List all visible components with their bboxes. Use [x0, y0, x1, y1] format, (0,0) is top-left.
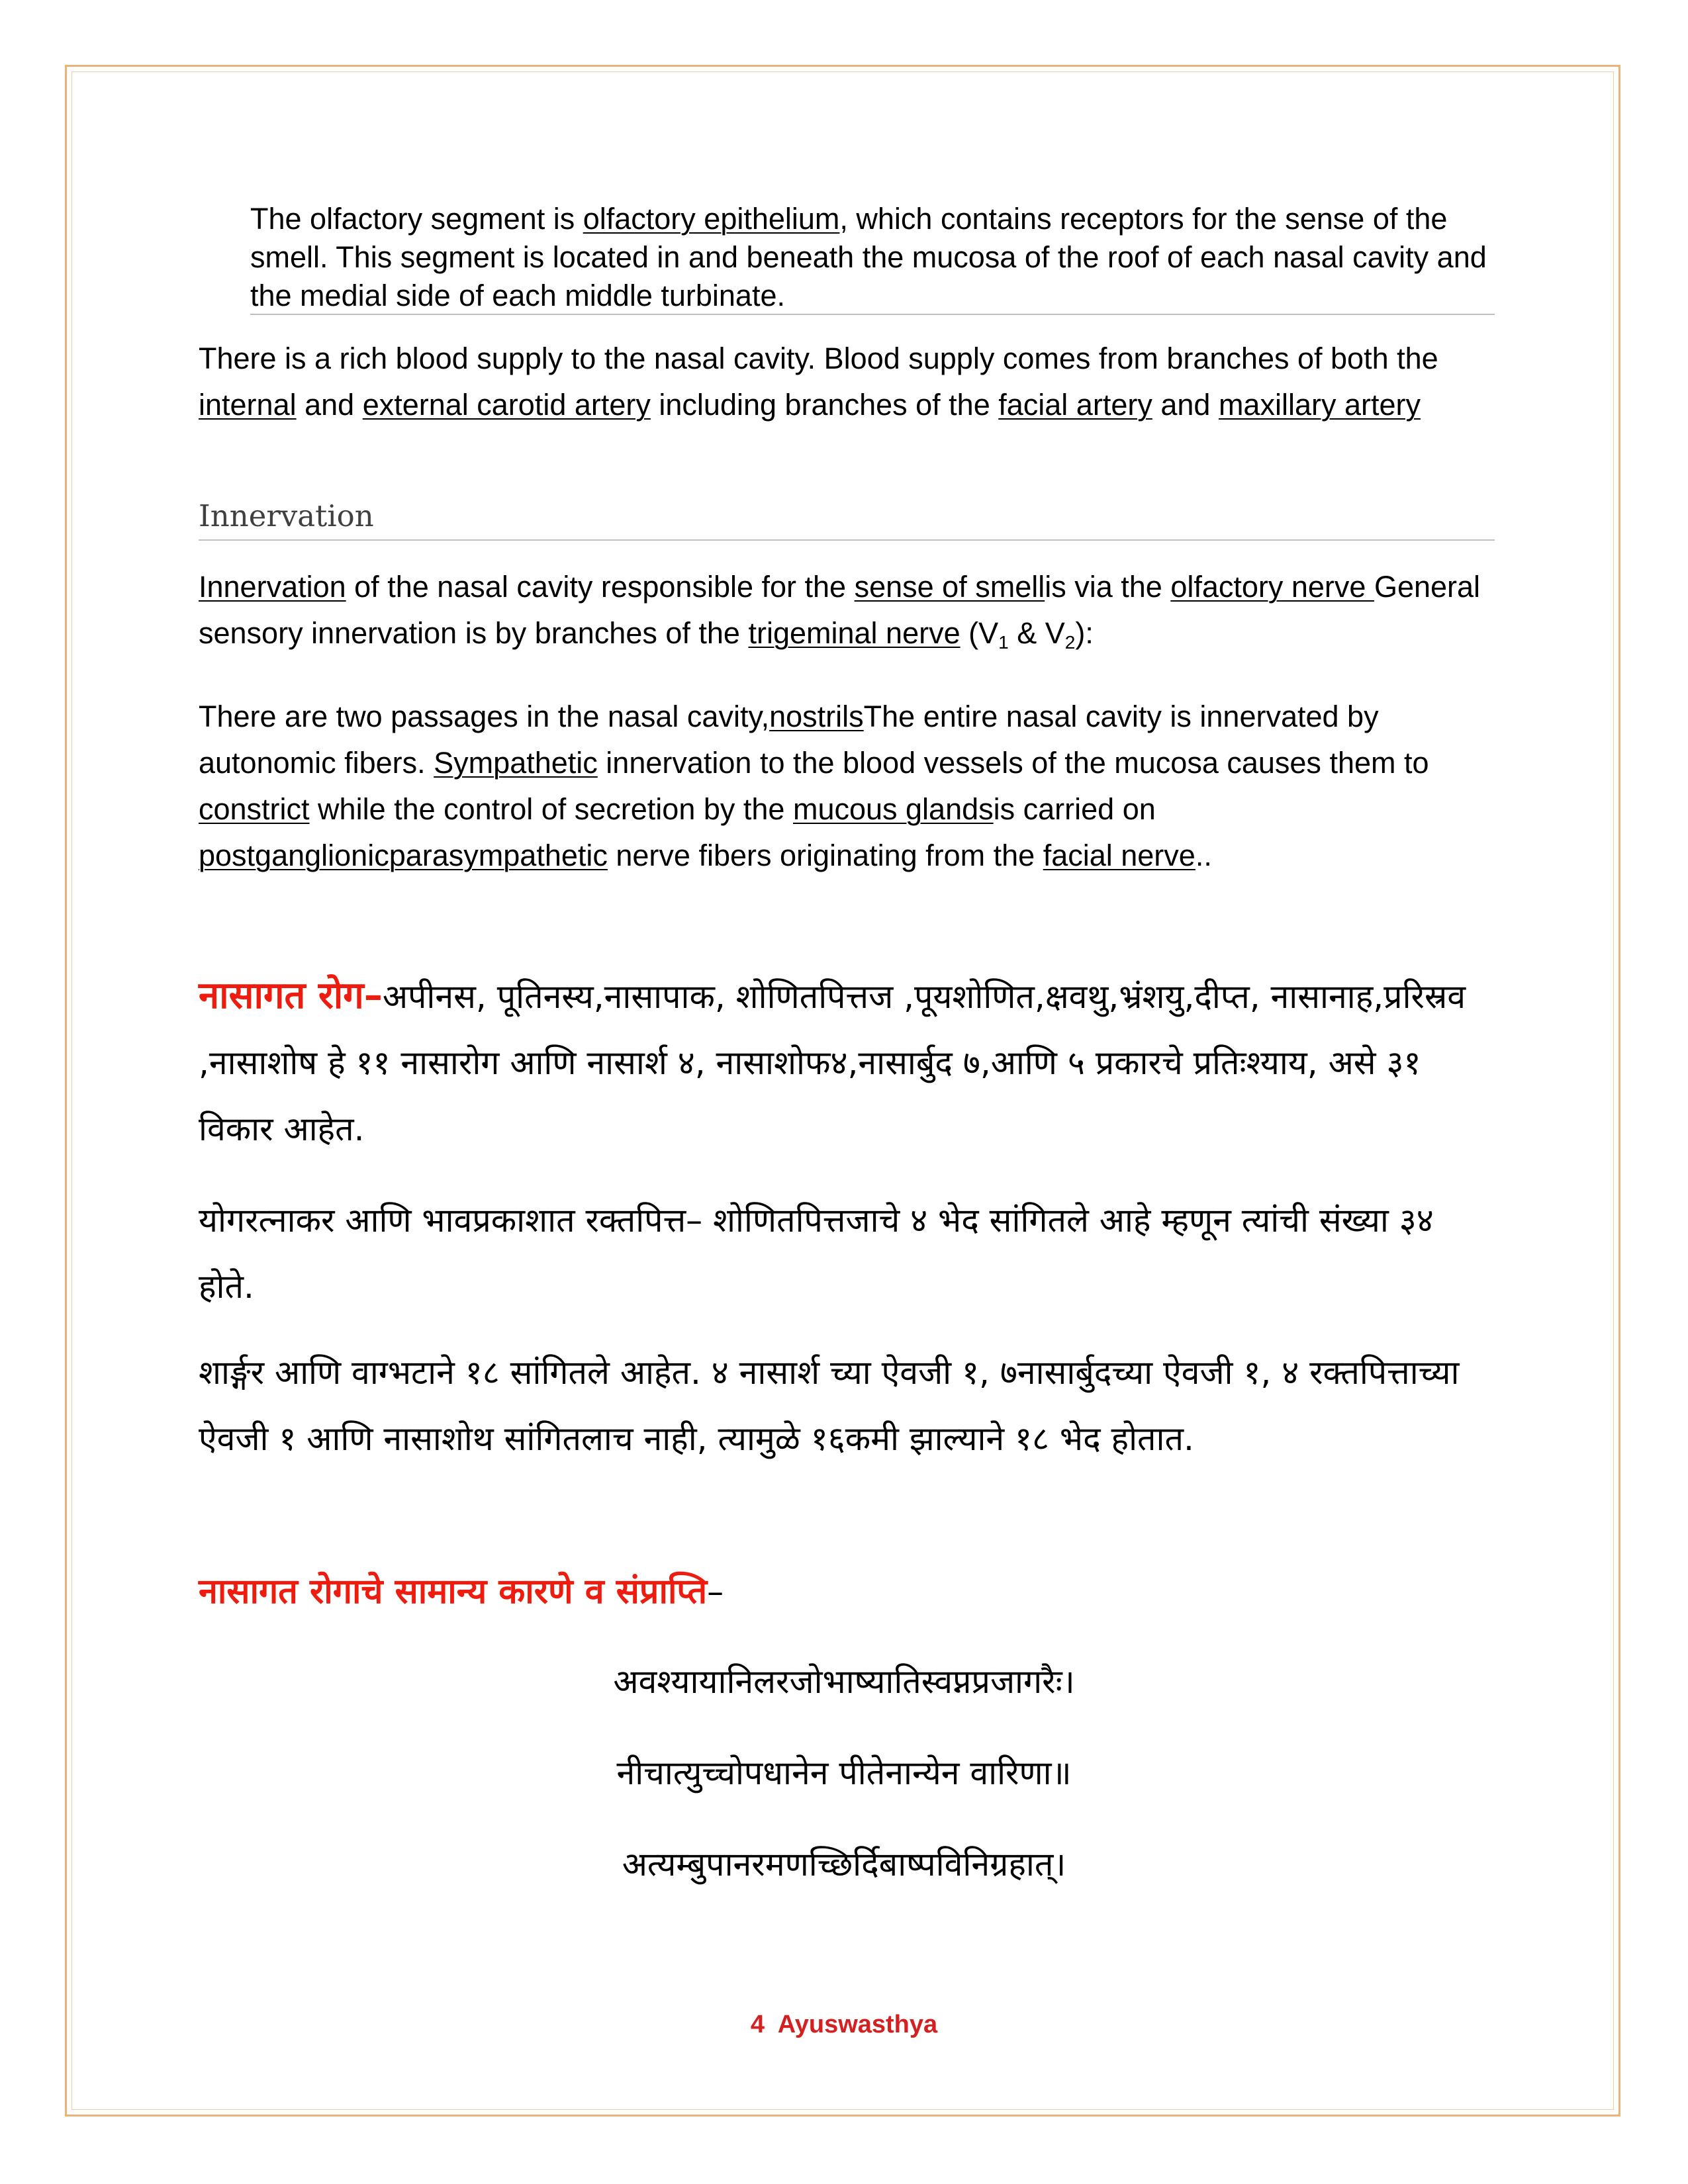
text: There are two passages in the nasal cavity, [199, 700, 770, 733]
text: is carried on [993, 792, 1156, 826]
verse-line-3: अत्यम्बुपानरमणच्छिर्दिबाष्पविनिग्रहात्। [622, 1845, 1066, 1884]
link-innervation[interactable]: Innervation [199, 570, 346, 604]
text: nerve fibers originating from the [607, 839, 1043, 872]
link-facial-nerve[interactable]: facial nerve [1043, 839, 1196, 872]
link-olfactory-nerve[interactable]: olfactory nerve [1170, 570, 1374, 604]
text: while the control of secretion by the [309, 792, 793, 826]
text: General sensory innervation is by branches of the [199, 570, 1481, 650]
marathi-disease-list [199, 963, 1496, 1162]
text: including branches of the [650, 388, 999, 422]
passages-paragraph [199, 694, 1496, 879]
blood-supply-paragraph [199, 336, 1496, 428]
divider [199, 539, 1495, 541]
verse-line-1: अवश्यायानिलरजोभाष्यातिस्वप्नप्रजागरैः। [613, 1662, 1075, 1701]
text: and [296, 388, 363, 422]
link-mucous-glands[interactable]: mucous glands [792, 792, 994, 826]
marathi-paragraph-yogaratnakar: योगरत्नाकर आणि भावप्रकाशात रक्तपित्त– शोणितपित्तजाचे ४ भेद सांगितले आहे म्हणून त्यांची संख्या ३४ होते. [199, 1201, 1434, 1306]
text: and [1152, 388, 1219, 422]
text: .. [1195, 839, 1212, 872]
olfactory-paragraph [250, 200, 1495, 315]
verse-line-2: नीचात्युच्चोपधानेन पीतेनान्येन वारिणा॥ [616, 1754, 1072, 1792]
link-internal[interactable]: internal [199, 388, 297, 422]
text: & V [1008, 616, 1065, 650]
text: , which contains receptors for the sense of the smell. This segment is located in and beneath the mucosa of the roof of each nasal cavity and the medial side of each middle turbinate. [250, 202, 1487, 312]
link-sympathetic[interactable]: Sympathetic [434, 746, 598, 780]
link-postganglionic-parasympathetic[interactable]: postganglionicparasympathetic [199, 839, 608, 872]
link-sense-of-smell[interactable]: sense of smell [854, 570, 1045, 604]
innervation-heading: Innervation [199, 498, 374, 533]
link-external-carotid-artery[interactable]: external carotid artery [362, 388, 651, 422]
marathi-paragraph-sharngadhar: शार्ङ्गर आणि वाग्भटाने १८ सांगितले आहेत. ४ नासार्श च्या ऐवजी १, ७नासार्बुदच्या ऐवजी १, ४ रक्तपित्ताच्या ऐवजी १ आणि नासाशोथ सांगितलाच नाही, त्यामुळे १६कमी झाल्याने १८ भेद होतात. [199, 1353, 1460, 1458]
text: is via the [1045, 570, 1171, 604]
text: of the nasal cavity responsible for the [346, 570, 855, 604]
footer-site-name: Ayuswasthya [777, 2011, 938, 2038]
link-constrict[interactable]: constrict [199, 792, 310, 826]
text: The entire nasal cavity is innervated by autonomic fibers. [199, 700, 1379, 780]
subscript: 1 [998, 632, 1009, 653]
heading-causes [199, 1559, 1496, 1625]
text: (V [960, 616, 999, 650]
heading-causes-dash: – [707, 1572, 724, 1611]
link-nostrils[interactable]: nostrils [769, 700, 864, 733]
text: अपीनस, पूतिनस्य,नासापाक, शोणितपित्तज ,पूयशोणित,क्षवथु,भ्रंशयु,दीप्त, नासानाह,प्ररिस्रव ,नासाशोष हे ११ नासारोग आणि नासार्श ४, नासाशोफ४,नासार्बुद ७,आणि ५ प्रकारचे प्रतिःश्याय, असे ३१ विकार आहेत. [199, 978, 1466, 1148]
link-trigeminal-nerve[interactable]: trigeminal nerve [748, 616, 961, 650]
link-facial-artery[interactable]: facial artery [998, 388, 1152, 422]
innervation-paragraph [199, 564, 1496, 657]
text: innervation to the blood vessels of the mucosa causes them to [597, 746, 1429, 780]
text: There is a rich blood supply to the nasal cavity. Blood supply comes from branches of both the [199, 341, 1438, 375]
subscript: 2 [1064, 632, 1076, 653]
heading-nasagat-rog: नासागत रोग– [199, 974, 383, 1017]
divider [250, 314, 1495, 315]
text: ): [1075, 616, 1094, 650]
link-maxillary-artery[interactable]: maxillary artery [1218, 388, 1421, 422]
page-footer [0, 2011, 1688, 2039]
text: The olfactory segment is [250, 202, 583, 236]
link-olfactory-epithelium[interactable]: olfactory epithelium [583, 202, 840, 236]
page-number: 4 [750, 2011, 765, 2038]
heading-causes-text: नासागत रोगाचे सामान्य कारणे व संप्राप्ति [199, 1572, 708, 1612]
